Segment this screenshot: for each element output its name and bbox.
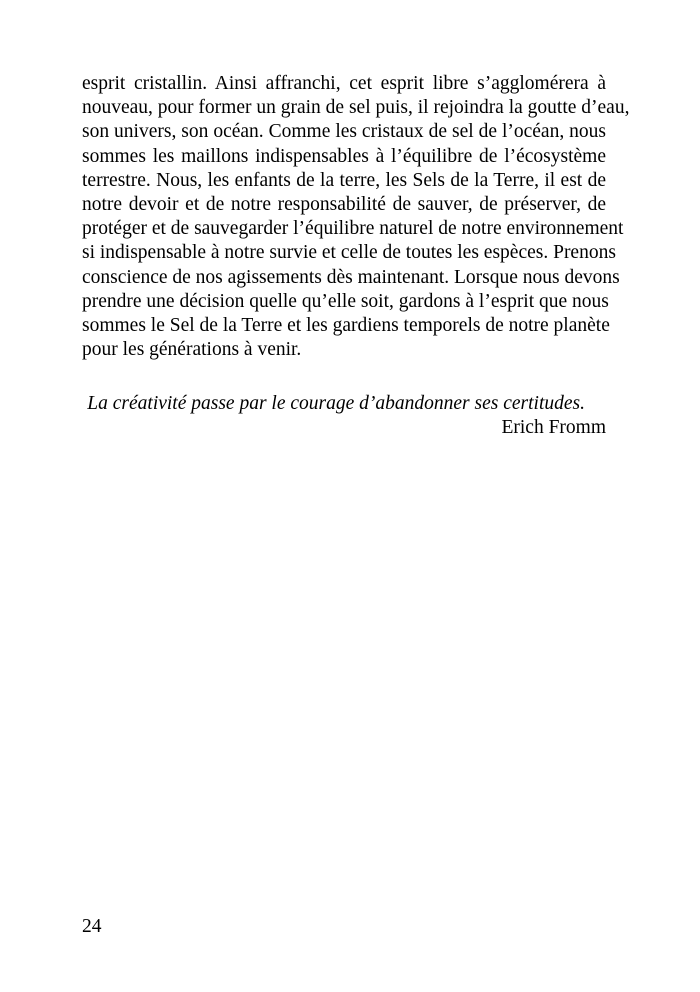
paragraph-line: esprit cristallin. Ainsi affranchi, cet esprit libre s’agglomérera à (82, 73, 606, 94)
paragraph-line: nouveau, pour former un grain de sel puis, il rejoindra la goutte d’eau, (82, 97, 630, 119)
paragraph-line: son univers, son océan. Comme les cristaux de sel de l’océan, nous (82, 121, 606, 143)
paragraph-line: protéger et de sauvegarder l’équilibre naturel de notre environnement (82, 218, 624, 240)
body-paragraph (82, 72, 630, 362)
quote-author: Erich Fromm (501, 417, 606, 439)
epigraph-quote (82, 392, 606, 440)
quote-text: La créativité passe par le courage d’abandonner ses certitudes. (87, 393, 585, 414)
paragraph-line: notre devoir et de notre responsabilité de sauver, de préserver, de (82, 193, 606, 215)
page-number: 24 (82, 916, 102, 937)
paragraph-line: pour les générations à venir. (82, 339, 302, 361)
paragraph-line: sommes les maillons indispensables à l’équilibre de l’écosystème (82, 145, 606, 167)
paragraph-line: prendre une décision quelle qu’elle soit, gardons à l’esprit que nous (82, 290, 609, 312)
paragraph-line: conscience de nos agissements dès maintenant. Lorsque nous devons (82, 266, 620, 288)
paragraph-line: si indispensable à notre survie et celle de toutes les espèces. Prenons (82, 242, 616, 264)
paragraph-line: sommes le Sel de la Terre et les gardiens temporels de notre planète (82, 314, 610, 336)
paragraph-line: terrestre. Nous, les enfants de la terre, les Sels de la Terre, il est de (82, 169, 606, 191)
